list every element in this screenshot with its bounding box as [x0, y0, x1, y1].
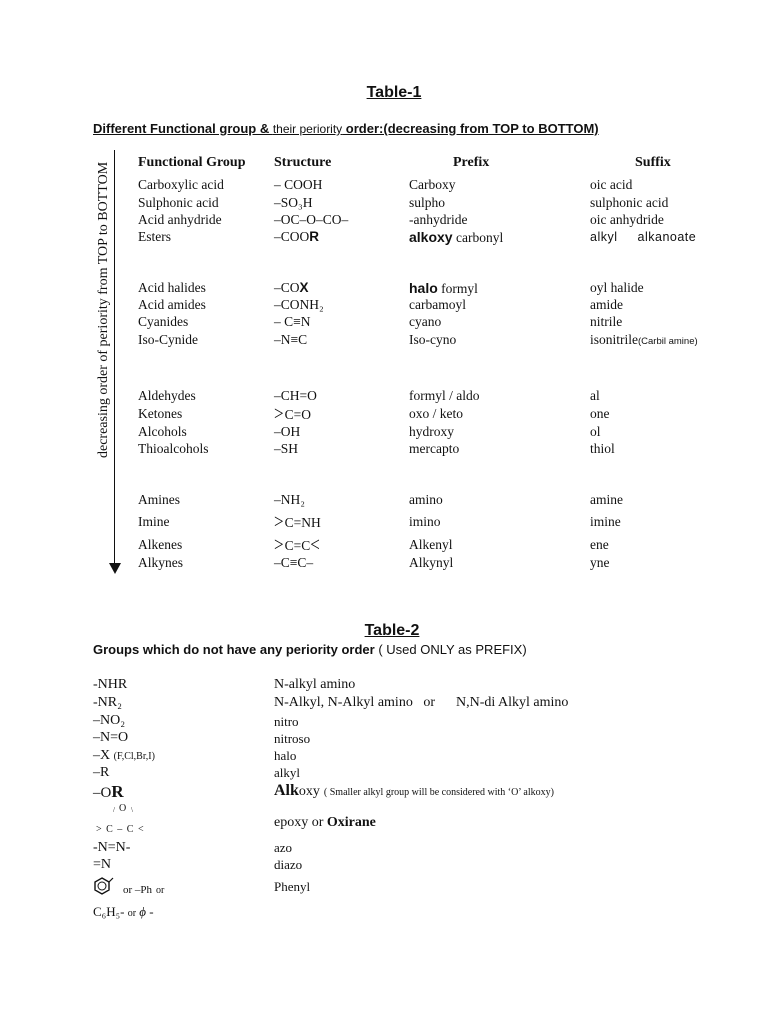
branch-mark-icon: > [274, 510, 284, 533]
table-row-prefix [409, 229, 503, 246]
group-note: or [127, 908, 137, 919]
group-text: –X [93, 748, 111, 763]
table-2-name: alkyl [274, 765, 300, 780]
name-note: ( Smaller alkyl group will be considered with ‘O’ alkoxy) [323, 787, 554, 798]
branch-mark-icon: < [310, 533, 320, 556]
table-2-group: -N=N- [93, 840, 131, 855]
table-row-structure: –CH=O [274, 388, 317, 403]
header-structure: Structure [274, 155, 332, 170]
group-note: or [156, 885, 165, 896]
name-bold: Alk [274, 782, 299, 799]
table-row-group: Esters [138, 229, 171, 244]
epoxide-chain: > C – C < [96, 824, 145, 835]
header-prefix: Prefix [453, 155, 490, 170]
table-row-structure: –SH [274, 441, 299, 456]
suffix-b: alkanoate [637, 230, 697, 244]
table-row-structure [274, 535, 321, 555]
structure-bold: X [299, 280, 309, 295]
structure-bold: R [309, 229, 320, 244]
group-bold: R [111, 782, 124, 801]
table-row-suffix: imine [590, 514, 621, 529]
table-row-suffix: yne [590, 555, 610, 570]
table-row-suffix: sulphonic acid [590, 195, 669, 210]
table-row-prefix: carbamoyl [409, 297, 466, 312]
table-row-structure: – COOH [274, 177, 323, 192]
table-row-group: Acid halides [138, 280, 206, 295]
table-2-name: azo [274, 840, 293, 855]
branch-mark-icon: > [274, 402, 284, 425]
table-row-structure: – C≡N [274, 314, 311, 329]
table-2-name: N-alkyl amino [274, 677, 356, 692]
table-row-prefix: imino [409, 514, 441, 529]
table-2-name [274, 782, 554, 800]
suffix-a: alkyl [590, 230, 618, 244]
table-row-structure: –C≡C– [274, 555, 314, 570]
table-row-structure [274, 404, 311, 424]
table-row-suffix: ol [590, 424, 601, 439]
table-row-prefix: -anhydride [409, 212, 468, 227]
table-row-prefix: Carboxy [409, 177, 456, 192]
table-row-group: Imine [138, 514, 170, 529]
structure-text: C=NH [284, 515, 321, 530]
name-bold: Oxirane [326, 815, 376, 830]
table-2-group [93, 782, 124, 802]
table-2-name [274, 815, 376, 831]
table-row-prefix: oxo / keto [409, 406, 463, 421]
table-row-structure [274, 512, 321, 532]
table-2-group: –R [93, 765, 110, 780]
subtitle-part-b: their periority [272, 122, 343, 136]
group-text: or –Ph [123, 884, 153, 896]
table-row-suffix: al [590, 388, 600, 403]
table-row-group: Acid amides [138, 297, 206, 312]
table-row-suffix: ene [590, 537, 609, 552]
table-row-structure: –CONH₂ [274, 297, 324, 312]
prefix-bold: halo [409, 280, 438, 296]
table-row-group: Iso-Cynide [138, 332, 198, 347]
table-2-name: nitroso [274, 731, 311, 746]
table-row-suffix [590, 332, 698, 348]
table-row-prefix: amino [409, 492, 443, 507]
table-row-structure: –SO₃H [274, 195, 313, 210]
table-row-structure: –OH [274, 424, 301, 439]
table-row-suffix: one [590, 406, 610, 421]
subtitle-part-a: Different Functional group & [93, 121, 273, 136]
table-2-name: halo [274, 748, 297, 763]
table-2-group: =N [93, 857, 112, 872]
benzene-ring-icon [92, 876, 114, 898]
table-2-name: diazo [274, 857, 303, 872]
branch-mark-icon: > [274, 533, 284, 556]
table-row-prefix: formyl / aldo [409, 388, 480, 403]
group-note: (F,Cl,Br,I) [113, 751, 155, 762]
name-text: oxy [298, 784, 320, 799]
table-row-prefix: sulpho [409, 195, 446, 210]
table-2-subtitle [93, 642, 527, 657]
table-row-group: Alcohols [138, 424, 187, 439]
group-text: C₆H₅- [93, 904, 125, 919]
suffix-a: isonitrile [590, 332, 638, 347]
subtitle-part-a: Groups which do not have any periority order [93, 642, 375, 657]
table-row-group: Ketones [138, 406, 183, 421]
table-row-suffix: oic acid [590, 177, 633, 192]
table-2-group [123, 880, 164, 898]
epoxide-structure [96, 803, 166, 840]
table-row-suffix: thiol [590, 441, 615, 456]
table-2-group: -NHR [93, 677, 128, 692]
group-text: –O [93, 785, 112, 801]
structure-text: –CO [274, 280, 300, 295]
table-row-group: Cyanides [138, 314, 189, 329]
table-row-structure: –NH₂ [274, 492, 305, 507]
prefix-text: formyl [437, 281, 478, 296]
prefix-bold: alkoxy [409, 229, 453, 245]
table-row-group: Acid anhydride [138, 212, 222, 227]
suffix-note: (Carbil amine) [638, 336, 698, 347]
epoxide-bond-left: / [113, 806, 115, 814]
table-row-suffix [590, 230, 696, 244]
header-functional-group: Functional Group [138, 155, 246, 170]
priority-arrow-head [109, 563, 121, 574]
table-row-structure [274, 280, 309, 296]
table-row-suffix: oyl halide [590, 280, 644, 295]
subtitle-part-c: order:(decreasing from TOP to BOTTOM) [342, 121, 599, 136]
table-1-title: Table-1 [366, 84, 422, 101]
table-row-prefix: hydroxy [409, 424, 454, 439]
table-row-prefix [409, 280, 478, 297]
table-row-suffix: amine [590, 492, 623, 507]
table-row-structure [274, 229, 319, 245]
priority-arrow-label: decreasing order of periority from TOP to BOTTOM [96, 161, 111, 458]
table-2-group [93, 748, 155, 764]
header-suffix: Suffix [635, 155, 671, 170]
table-row-prefix: Iso-cyno [409, 332, 457, 347]
table-row-group: Sulphonic acid [138, 195, 219, 210]
table-2-name: Phenyl [274, 879, 311, 894]
name-text: epoxy or [274, 815, 324, 830]
table-row-suffix: oic anhydride [590, 212, 664, 227]
structure-text: C=O [284, 407, 311, 422]
structure-text: C=C [284, 538, 311, 553]
prefix-text: carbonyl [452, 230, 504, 245]
epoxide-oxygen: O [119, 803, 127, 814]
table-2-group: –N=O [93, 730, 129, 745]
table-row-suffix: nitrile [590, 314, 623, 329]
table-row-group: Aldehydes [138, 388, 196, 403]
structure-text: –COO [274, 229, 310, 244]
table-row-prefix: Alkenyl [409, 537, 453, 552]
table-row-structure: –N≡C [274, 332, 308, 347]
phi-symbol: ϕ - [139, 904, 154, 919]
table-2-title: Table-2 [364, 622, 420, 639]
table-row-prefix: mercapto [409, 441, 460, 456]
priority-arrow-line [114, 150, 115, 564]
table-2-group [93, 904, 154, 920]
table-2-name: nitro [274, 714, 299, 729]
subtitle-part-b: ( Used ONLY as PREFIX) [374, 642, 527, 657]
table-row-prefix: Alkynyl [409, 555, 454, 570]
table-row-group: Alkenes [138, 537, 183, 552]
table-row-group: Carboxylic acid [138, 177, 224, 192]
table-row-suffix: amide [590, 297, 623, 312]
table-row-prefix: cyano [409, 314, 442, 329]
table-row-group: Amines [138, 492, 180, 507]
table-2-group: –NO₂ [93, 713, 126, 728]
table-1-subtitle [93, 121, 599, 136]
epoxide-bond-right: \ [131, 806, 133, 814]
table-row-group: Alkynes [138, 555, 183, 570]
table-2-group: -NR₂ [93, 695, 122, 710]
table-row-structure: –OC–O–CO– [274, 212, 349, 227]
table-row-group: Thioalcohols [138, 441, 209, 456]
table-2-name: N-Alkyl, N-Alkyl amino or N,N-di Alkyl amino [274, 695, 569, 710]
